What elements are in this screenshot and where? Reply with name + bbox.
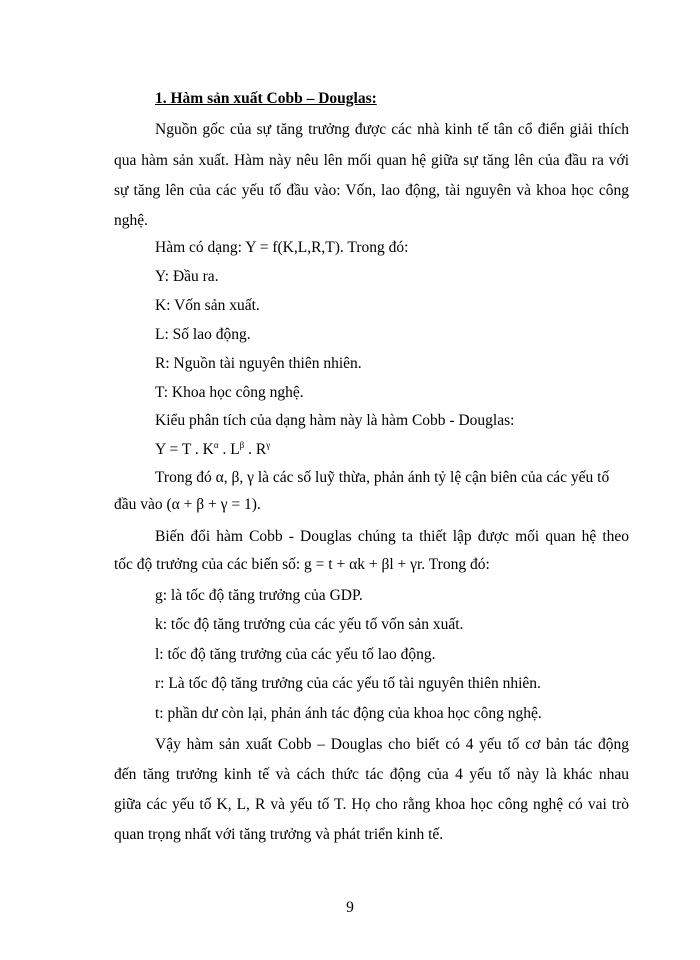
paragraph-origin-line-1: Nguồn gốc của sự tăng trưởng được các nhà kinh tế tân cổ điển giải thích xyxy=(155,121,629,138)
variable-y: Y: Đầu ra. xyxy=(155,268,219,285)
section-heading: 1. Hàm sản xuất Cobb – Douglas: xyxy=(155,90,377,107)
variable-t: T: Khoa học công nghệ. xyxy=(155,384,304,401)
conclusion-line-2: đến tăng trưởng kinh tế và cách thức tác động của 4 yếu tố này là khác nhau xyxy=(114,766,629,783)
growth-var-k: k: tốc độ tăng trưởng của các yếu tố vốn sản xuất. xyxy=(155,616,464,633)
exponent-alpha: α xyxy=(213,440,219,450)
variable-l: L: Số lao động. xyxy=(155,326,251,343)
transform-line-2: tốc độ trưởng của các biến số: g = t + αk + βl + γr. Trong đó: xyxy=(114,556,490,573)
growth-var-g: g: là tốc độ tăng trưởng của GDP. xyxy=(155,587,363,604)
analysis-intro: Kiểu phân tích của dạng hàm này là hàm Cobb - Douglas: xyxy=(155,412,515,429)
paragraph-origin-line-3: sự tăng lên của các yếu tố đầu vào: Vốn, lao động, tài nguyên và khoa học công xyxy=(114,182,629,199)
conclusion-line-1: Vậy hàm sản xuất Cobb – Douglas cho biết có 4 yếu tố cơ bản tác động xyxy=(155,736,629,753)
transform-line-1: Biến đổi hàm Cobb - Douglas chúng ta thiết lập được mối quan hệ theo xyxy=(155,528,629,545)
growth-var-l: l: tốc độ tăng trưởng của các yếu tố lao động. xyxy=(155,646,436,663)
conclusion-line-4: quan trọng nhất với tăng trưởng và phát triển kinh tế. xyxy=(114,826,444,843)
exponents-note-line-1: Trong đó α, β, γ là các số luỹ thừa, phản ánh tỷ lệ cận biên của các yếu tố xyxy=(155,469,610,486)
conclusion-line-3: giữa các yếu tố K, L, R và yếu tố T. Họ cho rằng khoa học công nghệ có vai trò xyxy=(114,796,629,813)
formula-base: Y = T . K xyxy=(155,441,214,458)
page-number: 9 xyxy=(346,899,354,916)
paragraph-origin-line-4: nghệ. xyxy=(114,212,149,229)
formula-dot-r: . R xyxy=(244,441,267,458)
variable-r: R: Nguồn tài nguyên thiên nhiên. xyxy=(155,355,362,372)
variable-k: K: Vốn sản xuất. xyxy=(155,297,260,314)
cobb-douglas-formula xyxy=(155,440,629,460)
formula-dot-l: . L xyxy=(218,441,240,458)
paragraph-origin-line-2: qua hàm sản xuất. Hàm này nêu lên mối quan hệ giữa sự tăng lên của đầu ra với xyxy=(114,152,629,169)
growth-var-r: r: Là tốc độ tăng trưởng của các yếu tố tài nguyên thiên nhiên. xyxy=(155,675,541,692)
exponents-note-line-2: đầu vào (α + β + γ = 1). xyxy=(114,496,261,513)
exponent-gamma: γ xyxy=(266,440,271,450)
growth-var-t: t: phần dư còn lại, phản ánh tác động của khoa học công nghệ. xyxy=(155,705,542,722)
function-form-text: Hàm có dạng: Y = f(K,L,R,T). Trong đó: xyxy=(155,239,409,256)
exponent-beta: β xyxy=(239,440,245,450)
